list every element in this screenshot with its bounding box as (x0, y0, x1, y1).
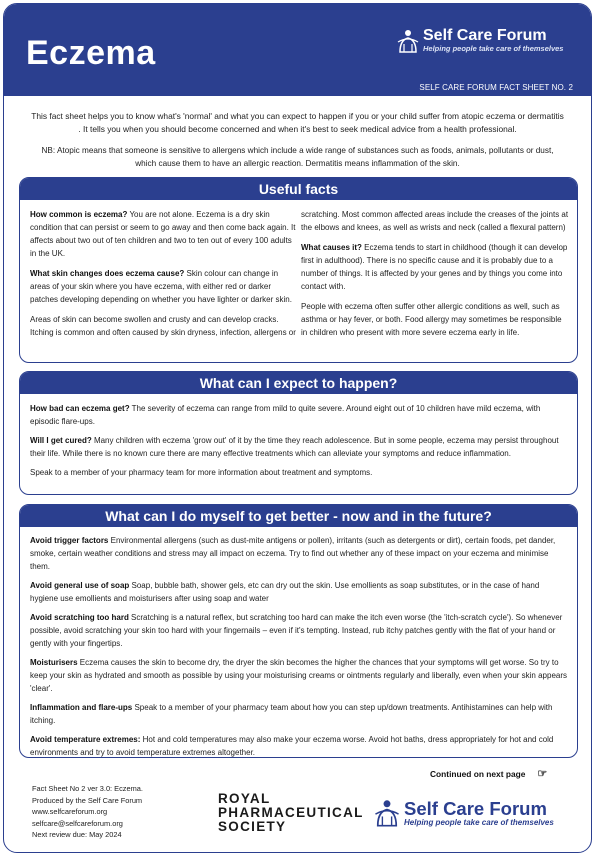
rps-logo-line: SOCIETY (218, 819, 287, 834)
item-label: Moisturisers (30, 658, 78, 667)
continued-link[interactable] (430, 767, 547, 780)
paragraph-label: How common is eczema? (30, 210, 128, 219)
list-item (30, 701, 568, 727)
paragraph: scratching. Most common affected areas include the creases of the joints at the elbows and knees, as well as wrists and neck (called a flexural pattern) (301, 210, 569, 232)
header-banner (4, 4, 591, 96)
expect-section (19, 371, 578, 495)
rps-logo-line: PHARMACEUTICAL (218, 805, 364, 820)
brand-header (396, 28, 563, 54)
intro-text: This fact sheet helps you to know what's 'normal' and what you can expect to happen if you or your child suffer from atopic eczema or dermatitis . It tells you when you should become concerned and when it's best to seek medical advice from a health professional. (31, 111, 564, 134)
rps-logo-line: ROYAL (218, 791, 271, 806)
self-help-section (19, 504, 578, 758)
paragraph: People with eczema often suffer other allergic conditions as well, such as asthma or hay fever, or both. Food allergy may sometimes be responsible in children who present with more severe eczema early in life. (301, 302, 562, 337)
paragraph (30, 434, 568, 460)
item-text: Hot and cold temperatures may also make your eczema worse. Avoid hot baths, dress appropriately for hot and cold environments and try to avoid temperature extremes altogether. (30, 735, 554, 757)
self-care-forum-logo-icon (373, 798, 401, 828)
brand-tagline: Helping people take care of themselves (423, 44, 564, 53)
list-item (30, 534, 568, 573)
list-item (30, 579, 568, 605)
brand-footer (373, 798, 554, 828)
list-item (30, 656, 568, 695)
item-label: Avoid temperature extremes: (30, 735, 141, 744)
footer-line: Fact Sheet No 2 ver 3.0: Eczema. (32, 784, 143, 793)
brand-name: Self Care Forum (404, 797, 547, 819)
intro-nb: NB: Atopic means that someone is sensitive to allergens which include a wide range of substances such as foods, animals, pollutants or dust, which cause them to have an allergic reaction. Dermatitis means inflammation of the skin. (41, 146, 554, 168)
paragraph-text: Eczema tends to start in childhood (though it can develop first in adulthood). There is no specific cause and it is probably due to a number of things. It is affected by your genes and by things you come into contact with. (301, 243, 568, 291)
continued-label: Continued on next page (430, 768, 526, 779)
paragraph-text: Many children with eczema 'grow out' of it by the time they reach adolescence. But in some people, eczema may persist throughout their life. While there is no known cure there are many effective treatments which can alleviate your symptoms and reduce inflammation. (30, 436, 559, 458)
section-heading: Useful facts (20, 178, 577, 200)
paragraph-label: How bad can eczema get? (30, 404, 130, 413)
item-text: Eczema causes the skin to become dry, the dryer the skin becomes the higher the chances that your symptoms will get worse. So try to keep your skin as hydrated and smooth as possible by using your moisturising creams or ointments regularly and liberally, even when your skin appears 'clear'. (30, 658, 568, 693)
expect-content (30, 402, 568, 485)
page-title: Eczema (26, 34, 156, 72)
paragraph (30, 267, 296, 306)
paragraph-label: Will I get cured? (30, 436, 92, 445)
brand-tagline: Helping people take care of themselves (404, 817, 554, 827)
item-label: Avoid trigger factors (30, 536, 109, 545)
brand-name: Self Care Forum (423, 27, 547, 44)
paragraph (30, 208, 296, 260)
paragraph-text: You are not alone. Eczema is a dry skin condition that can persist or seem to go away and then come back again. It affects about two out of ten children and two to ten out of every 100 adults in the UK. (30, 210, 296, 258)
paragraph (301, 241, 569, 293)
paragraph-text: The severity of eczema can range from mild to quite severe. Around eight out of 10 children have mild eczema, with episodic flare-ups. (30, 404, 541, 426)
useful-facts-section (19, 177, 578, 363)
useful-facts-column-left (30, 208, 296, 346)
item-text: Scratching is a natural reflex, but scratching too hard can make the itch even worse (the 'itch-scratch cycle'). So whenever possible, avoid scratching your skin too hard with your fingernails – even if it's tempting. Instead, rub itchy patches gently with the flat of your hand or gently with your fingertips. (30, 613, 563, 648)
section-heading: What can I do myself to get better - now and in the future? (20, 505, 577, 527)
useful-facts-column-right (301, 208, 569, 346)
list-item (30, 611, 568, 650)
paragraph: Areas of skin can become swollen and crusty and can develop cracks. Itching is common and often caused by skin dryness, infection, allergens or (30, 315, 296, 337)
rps-logo (218, 792, 364, 834)
paragraph-text: Skin colour can change in areas of your skin where you have eczema, with either red or darker patches developing depending on whether you have lighter or darker skin. (30, 269, 292, 304)
pointing-hand-icon: ☞ (537, 768, 548, 780)
paragraph-label: What causes it? (301, 243, 362, 252)
item-label: Inflammation and flare-ups (30, 703, 133, 712)
item-text: Speak to a member of your pharmacy team about how you can step up/down treatments. Antihistamines can help with itching. (30, 703, 553, 725)
fact-sheet-label: SELF CARE FORUM FACT SHEET NO. 2 (419, 83, 573, 92)
footer-info (32, 783, 143, 841)
self-care-forum-logo-icon (396, 28, 420, 54)
item-text: Environmental allergens (such as dust-mite antigens or pollen), irritants (such as detergents or dirt), certain foods, pet dander, smoke, certain weather conditions and stress may all impact on eczema. Try to find out whether any of these impact on your eczema and minimise them. (30, 536, 556, 571)
footer-line: Produced by the Self Care Forum (32, 795, 143, 805)
paragraph (30, 402, 568, 428)
footer-email-link[interactable]: selfcare@selfcareforum.org (32, 818, 123, 828)
list-item (30, 733, 568, 758)
self-help-content (30, 534, 568, 758)
paragraph: Speak to a member of your pharmacy team for more information about treatment and symptoms. (30, 468, 373, 477)
footer-website-link[interactable]: www.selfcareforum.org (32, 807, 108, 816)
footer-line: Next review due: May 2024 (32, 830, 122, 839)
item-label: Avoid general use of soap (30, 581, 130, 590)
section-heading: What can I expect to happen? (20, 372, 577, 394)
paragraph-label: What skin changes does eczema cause? (30, 269, 185, 278)
item-label: Avoid scratching too hard (30, 613, 129, 622)
item-text: Soap, bubble bath, shower gels, etc can dry out the skin. Use emollients as soap substitutes, or in the case of hand hygiene use emollients and moisturisers after using soap and water (30, 581, 540, 603)
